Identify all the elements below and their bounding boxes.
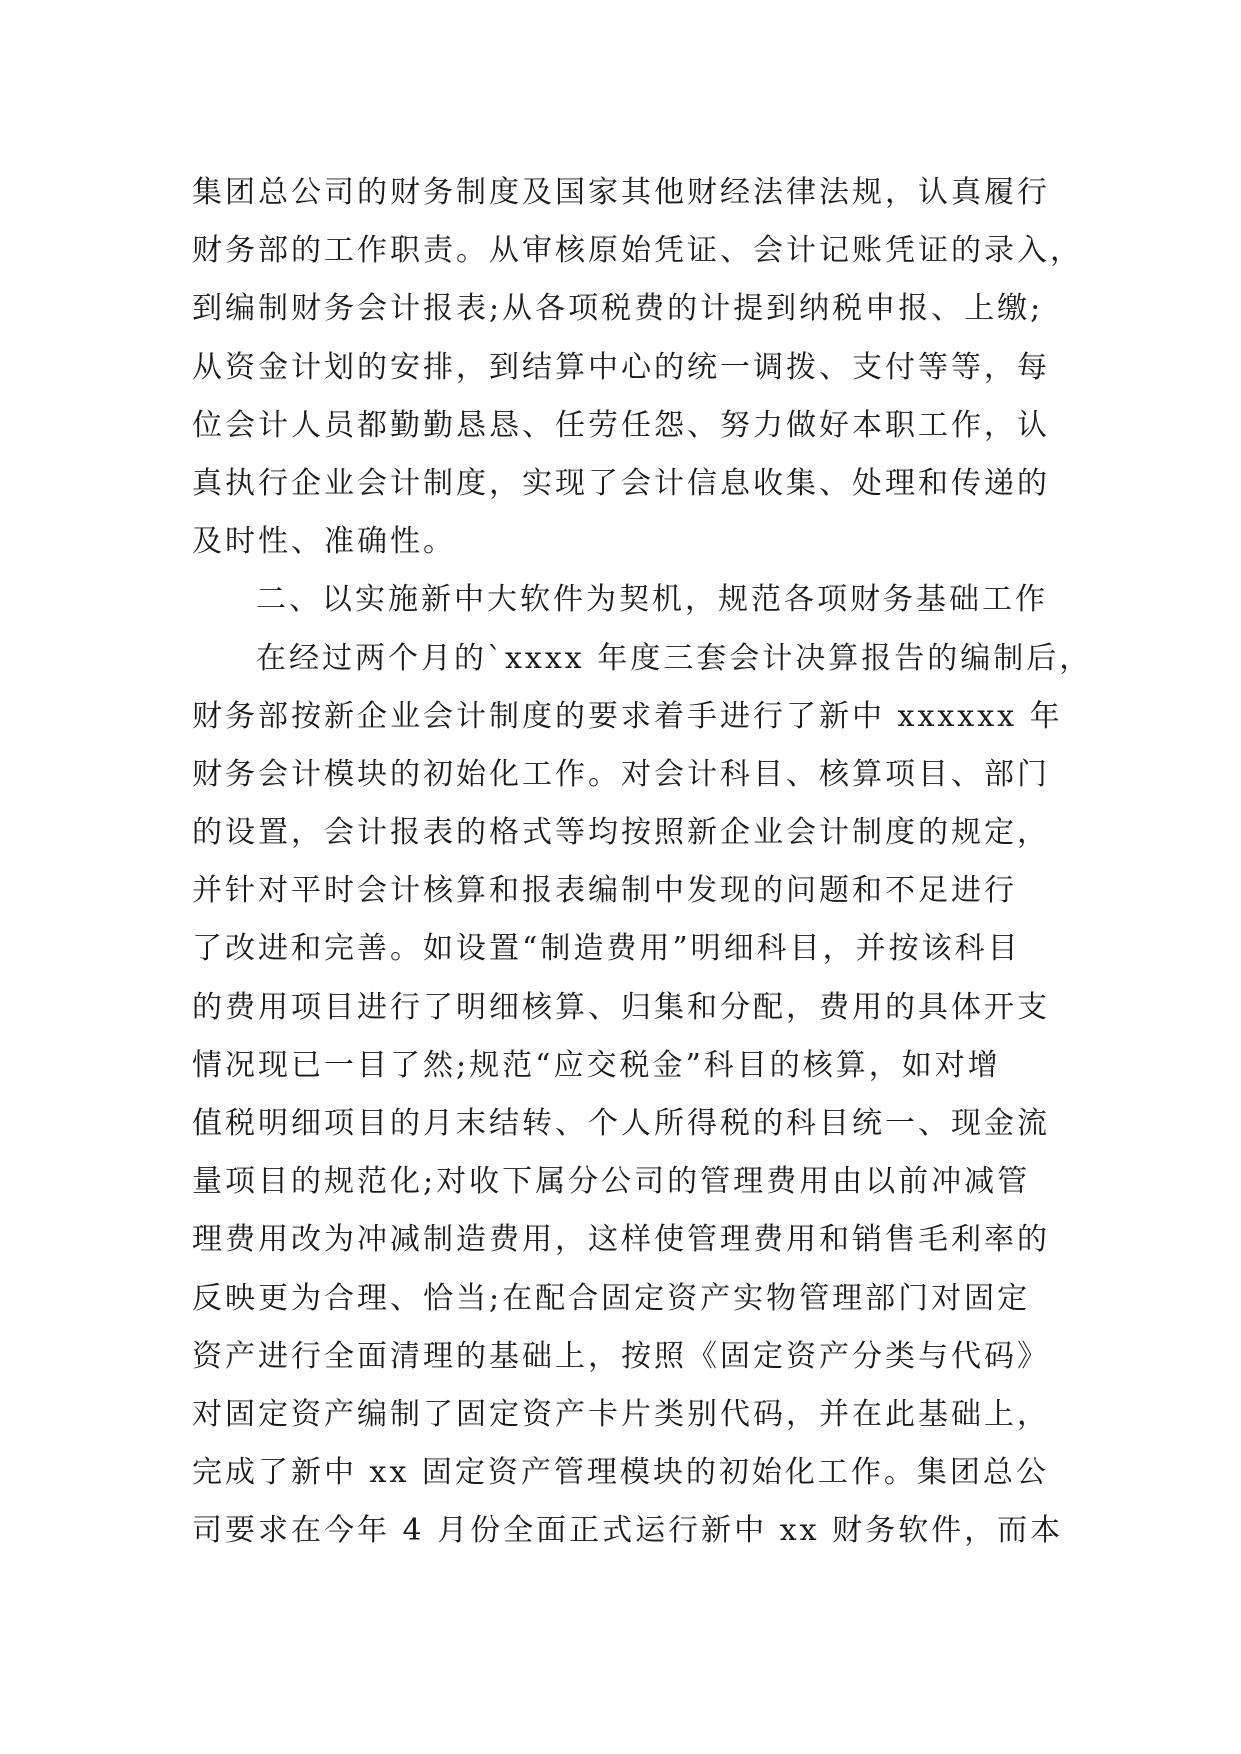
text-line: 反映更为合理、恰当;在配合固定资产实物管理部门对固定	[192, 1280, 1031, 1316]
text-line: 了改进和完善。如设置“制造费用”明细科目，并按该科目	[192, 931, 1021, 967]
text-line: 并针对平时会计核算和报表编制中发现的问题和不足进行	[192, 873, 1017, 909]
text-line: 财务部的工作职责。从审核原始凭证、会计记账凭证的录入，	[192, 233, 1083, 269]
text-line: 的费用项目进行了明细核算、归集和分配，费用的具体开支	[192, 989, 1050, 1025]
body-text	[192, 164, 1093, 1561]
text-line: 对固定资产编制了固定资产卡片类别代码，并在此基础上，	[192, 1396, 1050, 1432]
paragraph-first-line: 在经过两个月的`xxxx 年度三套会计决算报告的编制后，	[256, 640, 1093, 676]
text-line: 理费用改为冲减制造费用，这样使管理费用和销售毛利率的	[192, 1222, 1050, 1258]
text-line: 司要求在今年 4 月份全面正式运行新中 xx 财务软件，而本	[192, 1513, 1064, 1549]
text-line: 真执行企业会计制度，实现了会计信息收集、处理和传递的	[192, 465, 1050, 501]
text-line: 值税明细项目的月末结转、个人所得税的科目统一、现金流	[192, 1106, 1050, 1141]
text-line: 财务会计模块的初始化工作。对会计科目、核算项目、部门	[192, 756, 1050, 792]
text-line: 财务部按新企业会计制度的要求着手进行了新中 xxxxxx 年	[192, 698, 1063, 734]
text-line: 情况现已一目了然;规范“应交税金”科目的核算，如对增	[192, 1047, 1001, 1083]
text-line: 资产进行全面清理的基础上，按照《固定资产分类与代码》	[192, 1338, 1050, 1374]
section-heading: 二、以实施新中大软件为契机，规范各项财务基础工作	[256, 582, 1048, 618]
text-line: 完成了新中 xx 固定资产管理模块的初始化工作。集团总公	[192, 1455, 1049, 1491]
text-line: 量项目的规范化;对收下属分公司的管理费用由以前冲减管	[192, 1164, 1031, 1200]
text-line: 到编制财务会计报表;从各项税费的计提到纳税申报、上缴;	[192, 291, 1044, 327]
text-line: 及时性、准确性。	[192, 524, 456, 560]
text-line: 从资金计划的安排，到结算中心的统一调拨、支付等等，每	[192, 349, 1050, 385]
text-line: 的设置，会计报表的格式等均按照新企业会计制度的规定，	[192, 815, 1050, 851]
text-line: 位会计人员都勤勤恳恳、任劳任怨、努力做好本职工作，认	[192, 407, 1050, 443]
text-line: 集团总公司的财务制度及国家其他财经法律法规，认真履行	[192, 175, 1050, 210]
